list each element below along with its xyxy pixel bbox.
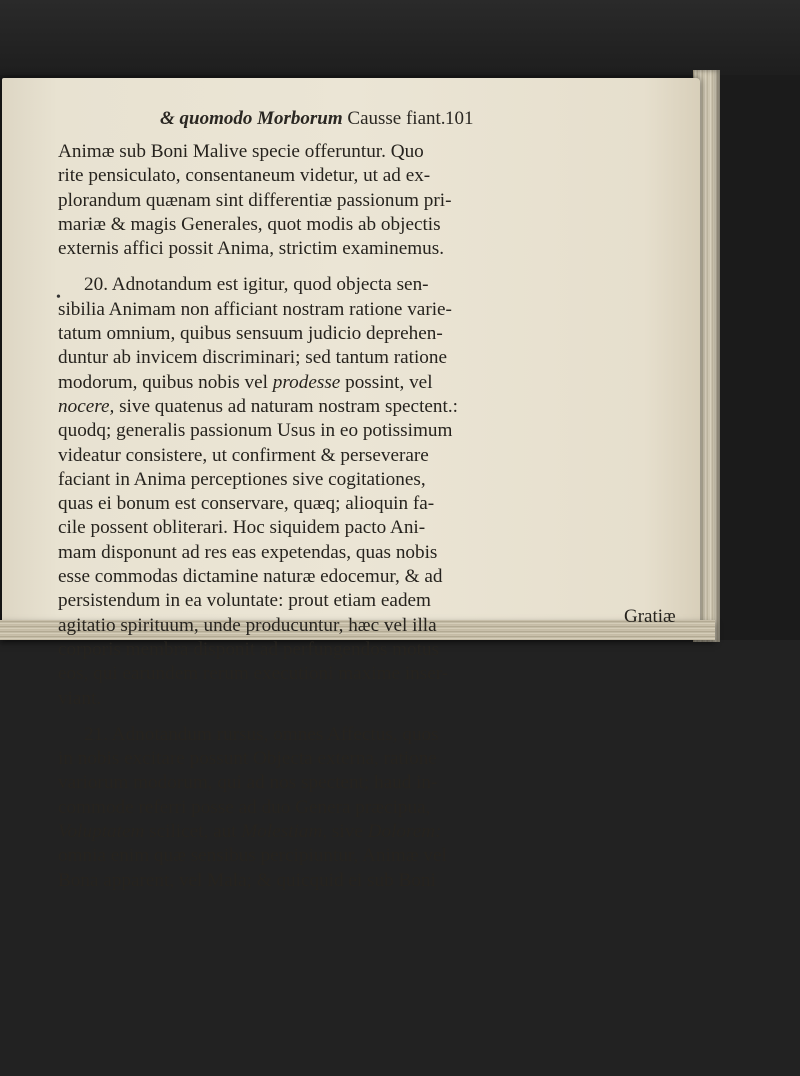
text-line: rite pensiculato, consentaneum videtur, ut ad ex- (58, 165, 431, 187)
text-line: agitatio spirituum, unde producuntur, hæc vel illa (58, 614, 437, 636)
text-line: nocere, sive quatenus ad naturam nostram spectent.: (58, 395, 458, 417)
catchword: Gratiæ (624, 606, 676, 627)
text-line: viant. (58, 687, 102, 709)
text-block (58, 140, 682, 893)
running-head-title (160, 108, 446, 130)
text-line: commode referri posse ad duo Genera præcipua, (58, 796, 431, 818)
paragraph-21-start: 21. Adnotandum rursus, omnes Affectus, quos (84, 723, 439, 745)
text-line: Bona apparent, vel Mala; & quicquid ei sub Boni (58, 869, 436, 891)
text-line: persistendum in ea voluntate: prout etiam eadem (58, 590, 431, 612)
text-line: corporis membra disponit ad perfungendos motus (58, 638, 440, 660)
text-line: sibilia Animam non afficiant nostram ratione varie- (58, 298, 452, 320)
running-head (0, 108, 800, 138)
page-number: 101 (445, 108, 474, 129)
text-line: mam disponunt ad res eas expetendas, quas nobis (58, 541, 438, 563)
text-line: omnia enim quæ sensibus percipiuntur, Animæ vel (58, 845, 447, 867)
text-line: Animæ sub Boni Malive specie offeruntur. Quo (58, 141, 424, 162)
text-line: tatum omnium, quibus sensuum judicio deprehen- (58, 323, 443, 345)
backdrop-top (0, 0, 800, 75)
text-line: cile possent obliterari. Hoc siquidem pacto Ani- (58, 517, 426, 539)
running-head-roman: Causse fiant. (347, 108, 446, 129)
text-line: quas ei bonum est conservare, quæq; alioquin fa- (58, 493, 435, 515)
text-line: duntur ab invicem discriminari; sed tantum ratione (58, 347, 447, 369)
running-head-italic: & quomodo Morborum (160, 108, 343, 129)
text-line: in nobis excitare possunt Objecta externa, ratione (58, 748, 437, 770)
margin-mark: • (56, 290, 61, 305)
text-line: faciant in Anima perceptiones sive cogitationes, (58, 468, 426, 490)
text-line: quodq; generalis passionum Usus in eo potissimum (58, 420, 453, 442)
text-line: mariæ & magis Generales, quot modis ab objectis (58, 213, 441, 235)
text-line: externis affici possit Anima, strictim examinemus. (58, 238, 444, 260)
text-line: eos, qui earundem rerum executioni maxime inser- (58, 663, 449, 685)
paragraph-20-start: 20. Adnotandum est igitur, quod objecta sen- (84, 274, 429, 296)
text-line: Voluptatem scilicet, aut Molestiam, sive Dolorem: (58, 821, 442, 843)
text-line: variorum modorum, qui ad nos spectent; haud in- (58, 772, 438, 794)
text-line: esse commodas dictamine naturæ edocemur, & ad (58, 566, 443, 588)
text-line: plorandum quænam sint differentiæ passionum pri- (58, 189, 452, 211)
text-line: videatur consistere, ut confirment & perseverare (58, 444, 429, 466)
text-line: modorum, quibus nobis vel prodesse possint, vel (58, 371, 433, 393)
